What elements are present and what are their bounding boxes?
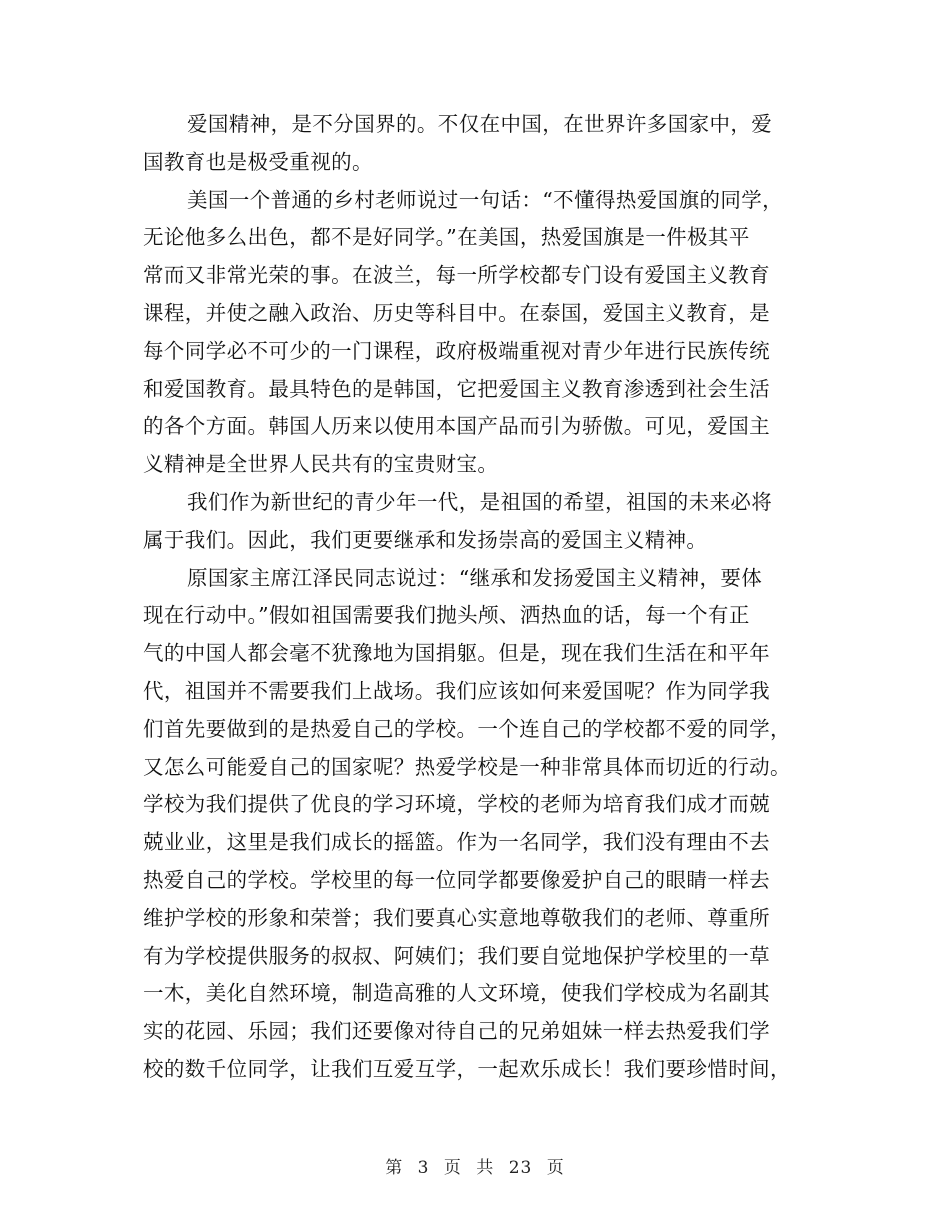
text-line-26: 校的数千位同学，让我们互爱互学，一起欢乐成长！我们要珍惜时间， xyxy=(143,1056,791,1081)
text-line-11: 我们作为新世纪的青少年一代，是祖国的希望，祖国的未来必将 xyxy=(187,489,773,514)
footer-prefix: 第 xyxy=(385,1158,404,1178)
text-line-22: 维护学校的形象和荣誉；我们要真心实意地尊敬我们的老师、尊重所 xyxy=(143,905,770,930)
text-line-4: 无论他多么出色，都不是好同学。”在美国，热爱国旗是一件极其平 xyxy=(143,225,750,250)
text-line-23: 有为学校提供服务的叔叔、阿姨们；我们要自觉地保护学校里的一草 xyxy=(143,943,770,968)
text-line-20: 兢业业，这里是我们成长的摇篮。作为一名同学，我们没有理由不去 xyxy=(143,830,770,855)
text-line-9: 的各个方面。韩国人历来以使用本国产品而引为骄傲。可见，爱国主 xyxy=(143,414,770,439)
text-line-12: 属于我们。因此，我们更要继承和发扬崇高的爱国主义精神。 xyxy=(143,527,708,552)
text-line-8: 和爱国教育。最具特色的是韩国，它把爱国主义教育渗透到社会生活 xyxy=(143,376,770,401)
text-line-2: 国教育也是极受重视的。 xyxy=(143,149,373,174)
text-line-25: 实的花园、乐园；我们还要像对待自己的兄弟姐妹一样去热爱我们学 xyxy=(143,1019,770,1044)
text-line-7: 每个同学必不可少的一门课程，政府极端重视对青少年进行民族传统 xyxy=(143,338,770,363)
text-line-15: 气的中国人都会毫不犹豫地为国捐躯。但是，现在我们生活在和平年 xyxy=(143,641,770,666)
text-line-1: 爱国精神，是不分国界的。不仅在中国，在世界许多国家中，爱 xyxy=(187,112,773,136)
current-page-number: 3 xyxy=(417,1158,430,1178)
text-line-24: 一木，美化自然环境，制造高雅的人文环境，使我们学校成为名副其 xyxy=(143,981,770,1006)
text-line-3: 美国一个普通的乡村老师说过一句话：“不懂得热爱国旗的同学， xyxy=(187,187,784,212)
footer-suffix: 页 xyxy=(546,1158,565,1178)
text-line-14: 现在行动中。”假如祖国需要我们抛头颅、洒热血的话，每一个有正 xyxy=(143,603,750,628)
footer-total-prefix: 共 xyxy=(476,1158,495,1178)
text-line-13: 原国家主席江泽民同志说过：“继承和发扬爱国主义精神，要体 xyxy=(187,565,763,590)
text-line-6: 课程，并使之融入政治、历史等科目中。在泰国，爱国主义教育，是 xyxy=(143,300,770,325)
total-page-count: 23 xyxy=(508,1158,533,1178)
footer-page-word: 页 xyxy=(443,1158,462,1178)
document-body xyxy=(143,106,807,1089)
text-line-21: 热爱自己的学校。学校里的每一位同学都要像爱护自己的眼睛一样去 xyxy=(143,867,770,892)
text-line-16: 代，祖国并不需要我们上战场。我们应该如何来爱国呢？作为同学我 xyxy=(143,678,770,703)
text-line-19: 学校为我们提供了优良的学习环境，学校的老师为培育我们成才而兢 xyxy=(143,792,770,817)
text-line-10: 义精神是全世界人民共有的宝贵财宝。 xyxy=(143,452,499,477)
text-line-18: 又怎么可能爱自己的国家呢？热爱学校是一种非常具体而切近的行动。 xyxy=(143,754,791,779)
page-footer xyxy=(0,1153,950,1178)
text-line-5: 常而又非常光荣的事。在波兰，每一所学校都专门设有爱国主义教育 xyxy=(143,263,770,288)
text-line-17: 们首先要做到的是热爱自己的学校。一个连自己的学校都不爱的同学， xyxy=(143,716,791,741)
